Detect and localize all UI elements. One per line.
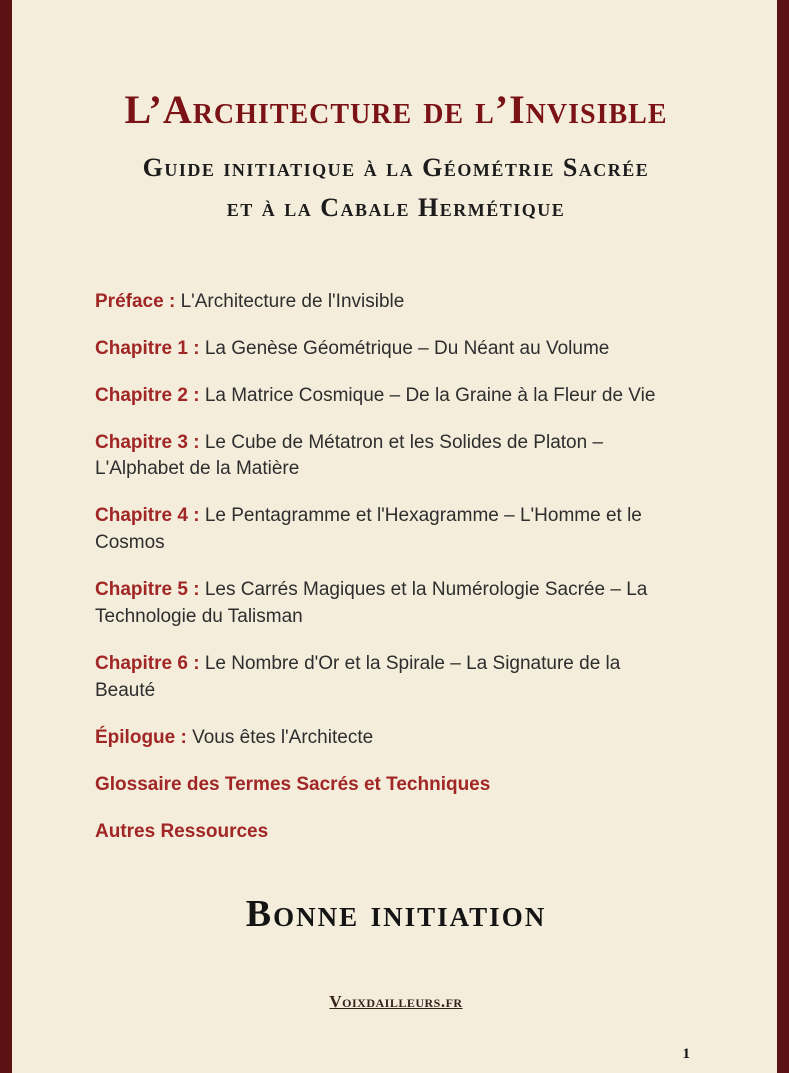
toc-entry-other-resources: [95, 819, 685, 846]
toc-entry-text: Le Nombre d'Or et la Spirale – La Signature de la Beauté: [95, 653, 621, 702]
toc-entry-chapter-4: [95, 503, 685, 557]
footer-website-link[interactable]: Voixdailleurs.fr: [329, 992, 463, 1012]
toc-entry-label: Chapitre 1 :: [95, 337, 200, 359]
page-number: 1: [682, 1046, 690, 1062]
toc-entry-chapter-2: [95, 383, 685, 410]
toc-entry-label: Autres Ressources: [95, 821, 269, 843]
toc-entry-glossary: [95, 772, 685, 799]
table-of-contents: [95, 289, 685, 847]
toc-entry-preface: [95, 289, 685, 316]
toc-entry-label: Chapitre 4 :: [95, 505, 200, 527]
toc-entry-text: La Matrice Cosmique – De la Graine à la Fleur de Vie: [204, 384, 656, 406]
toc-entry-text: Les Carrés Magiques et la Numérologie Sacrée – La Technologie du Talisman: [95, 579, 648, 628]
page-subtitle: [96, 148, 696, 229]
toc-entry-label: Chapitre 2 :: [95, 384, 200, 406]
page-title: L’Architecture de l’Invisible: [124, 87, 668, 132]
toc-entry-text: Le Cube de Métatron et les Solides de Platon – L'Alphabet de la Matière: [95, 431, 604, 480]
toc-entry-epilogue: [95, 725, 685, 752]
closing-text: Bonne initiation: [245, 893, 547, 936]
toc-entry-label: Chapitre 5 :: [95, 579, 200, 601]
toc-entry-chapter-5: [95, 577, 685, 631]
toc-entry-text: La Genèse Géométrique – Du Néant au Volume: [204, 337, 610, 359]
right-border-bar: [777, 0, 789, 1073]
subtitle-line-2: et à la Cabale Hermétique: [226, 193, 566, 223]
toc-entry-text: L'Architecture de l'Invisible: [180, 290, 405, 312]
footer: [95, 992, 697, 1012]
page-content: [12, 0, 777, 1073]
toc-entry-label: Chapitre 3 :: [95, 431, 200, 453]
toc-entry-label: Chapitre 6 :: [95, 653, 200, 675]
toc-entry-label: Préface :: [95, 290, 176, 312]
toc-entry-chapter-1: [95, 336, 685, 363]
subtitle-line-1: Guide initiatique à la Géométrie Sacrée: [142, 153, 650, 182]
toc-entry-label: Glossaire des Termes Sacrés et Techniques: [95, 774, 491, 796]
left-border-bar: [0, 0, 12, 1073]
toc-entry-label: Épilogue :: [95, 727, 187, 749]
toc-entry-chapter-6: [95, 651, 685, 705]
toc-entry-chapter-3: [95, 430, 685, 484]
toc-entry-text: Le Pentagramme et l'Hexagramme – L'Homme et le Cosmos: [95, 505, 642, 554]
toc-entry-text: Vous êtes l'Architecte: [192, 727, 374, 749]
